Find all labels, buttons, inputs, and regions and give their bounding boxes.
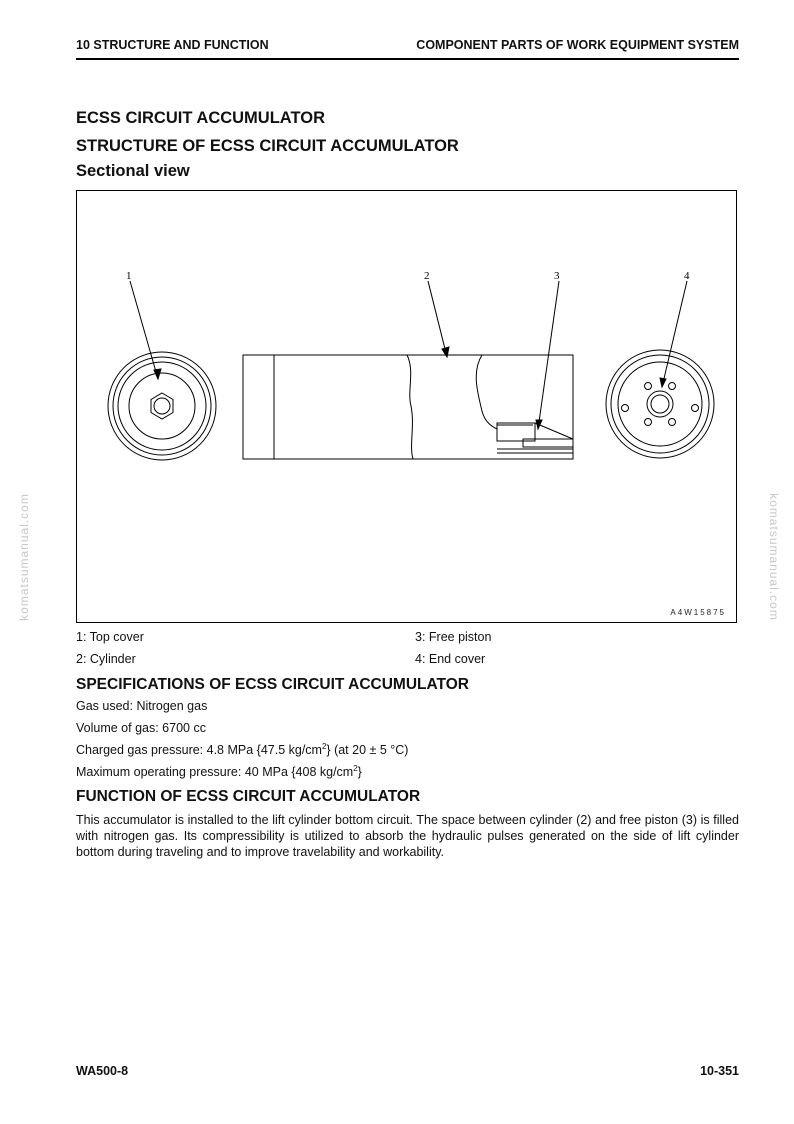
callout-2-label: 2 [424,270,430,282]
spec-charged-pressure: Charged gas pressure: 4.8 MPa {47.5 $kg/cm^2$} (at 20 ± 5 °C) [76,742,409,757]
watermark-right: komatsumanual.com [766,493,781,621]
legend-free-piston: 3: Free piston [415,630,492,644]
end-cover-drawing [606,350,714,458]
heading-structure: STRUCTURE OF ECSS CIRCUIT ACCUMULATOR [76,137,459,155]
figure-code: A4W15875 [670,608,726,617]
header-section-title: 10 STRUCTURE AND FUNCTION [76,38,269,52]
callout-1-label: 1 [126,270,132,282]
heading-function: FUNCTION OF ECSS CIRCUIT ACCUMULATOR [76,788,421,805]
callout-3-label: 3 [554,270,560,282]
heading-specifications: SPECIFICATIONS OF ECSS CIRCUIT ACCUMULATOR [76,676,469,693]
callout-4-label: 4 [684,270,690,282]
spec-gas-volume: Volume of gas: 6700 cc [76,721,206,735]
header-chapter-title: COMPONENT PARTS OF WORK EQUIPMENT SYSTEM [416,38,739,52]
legend-cylinder: 2: Cylinder [76,652,136,666]
watermark-left: komatsumanual.com [16,493,31,621]
cylinder-drawing [243,355,573,459]
spec-max-pressure: Maximum operating pressure: 40 MPa {408 $kg/cm^2$} [76,764,362,779]
heading-accumulator: ECSS CIRCUIT ACCUMULATOR [76,109,326,127]
footer-page-number: 10-351 [700,1064,739,1078]
function-paragraph: This accumulator is installed to the lift cylinder bottom circuit. The space between cylinder (2) and free piston (3) is filled with nitrogen gas. Its compressibility is utilized to absorb the hydraulic pulses generated on the side of lift cylinder bottom during traveling and to improve travelability and workability. [76,813,739,859]
footer-model: WA500-8 [76,1064,129,1078]
top-cover-drawing [108,352,216,460]
legend-end-cover: 4: End cover [415,652,486,666]
accumulator-drawing [77,191,738,624]
spec-gas-used: Gas used: Nitrogen gas [76,699,208,713]
heading-sectional-view: Sectional view [76,162,190,180]
legend-top-cover: 1: Top cover [76,630,144,644]
sectional-view-figure [76,190,737,623]
page-header [76,36,739,60]
